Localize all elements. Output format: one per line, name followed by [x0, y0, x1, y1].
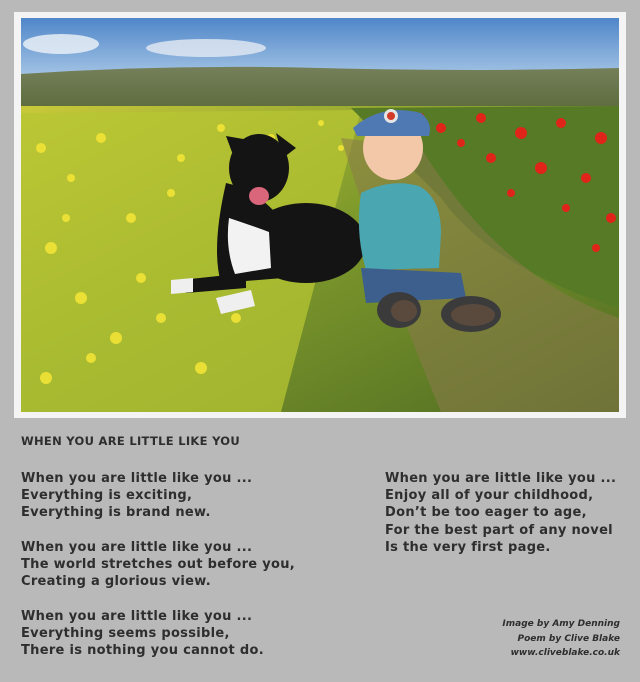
stanza-2 — [21, 539, 295, 591]
poem-line: There is nothing you cannot do. — [21, 643, 264, 659]
poem-line: For the best part of any novel — [385, 522, 613, 538]
photo-frame — [14, 12, 626, 418]
poem-line: Creating a glorious view. — [21, 574, 211, 590]
poem-line: The world stretches out before you, — [21, 557, 296, 573]
poem-line: Everything seems possible, — [21, 626, 230, 642]
poem-line: When you are little like you ... — [21, 471, 253, 486]
credits — [502, 617, 620, 661]
poem-credit: Poem by Clive Blake — [517, 633, 620, 644]
poem-line: Enjoy all of your childhood, — [385, 488, 594, 504]
poem-line: When you are little like you ... — [385, 471, 617, 486]
poem-line: Don’t be too eager to age, — [385, 505, 587, 521]
website-link[interactable]: www.cliveblake.co.uk — [510, 648, 620, 659]
stanza-4 — [385, 470, 616, 556]
image-credit: Image by Amy Denning — [502, 619, 620, 629]
poem-line: Everything is brand new. — [21, 505, 211, 521]
photo-boy-and-dog-in-flower-field — [21, 18, 619, 412]
stanza-3 — [21, 608, 264, 660]
photo-illustration — [21, 18, 619, 412]
stanza-1 — [21, 470, 252, 522]
poem-line: Is the very first page. — [385, 539, 551, 555]
poem-title: WHEN YOU ARE LITTLE LIKE YOU — [21, 434, 240, 448]
poem-line: When you are little like you ... — [21, 609, 253, 624]
poem-line: When you are little like you ... — [21, 540, 253, 555]
poem-line: Everything is exciting, — [21, 488, 193, 504]
